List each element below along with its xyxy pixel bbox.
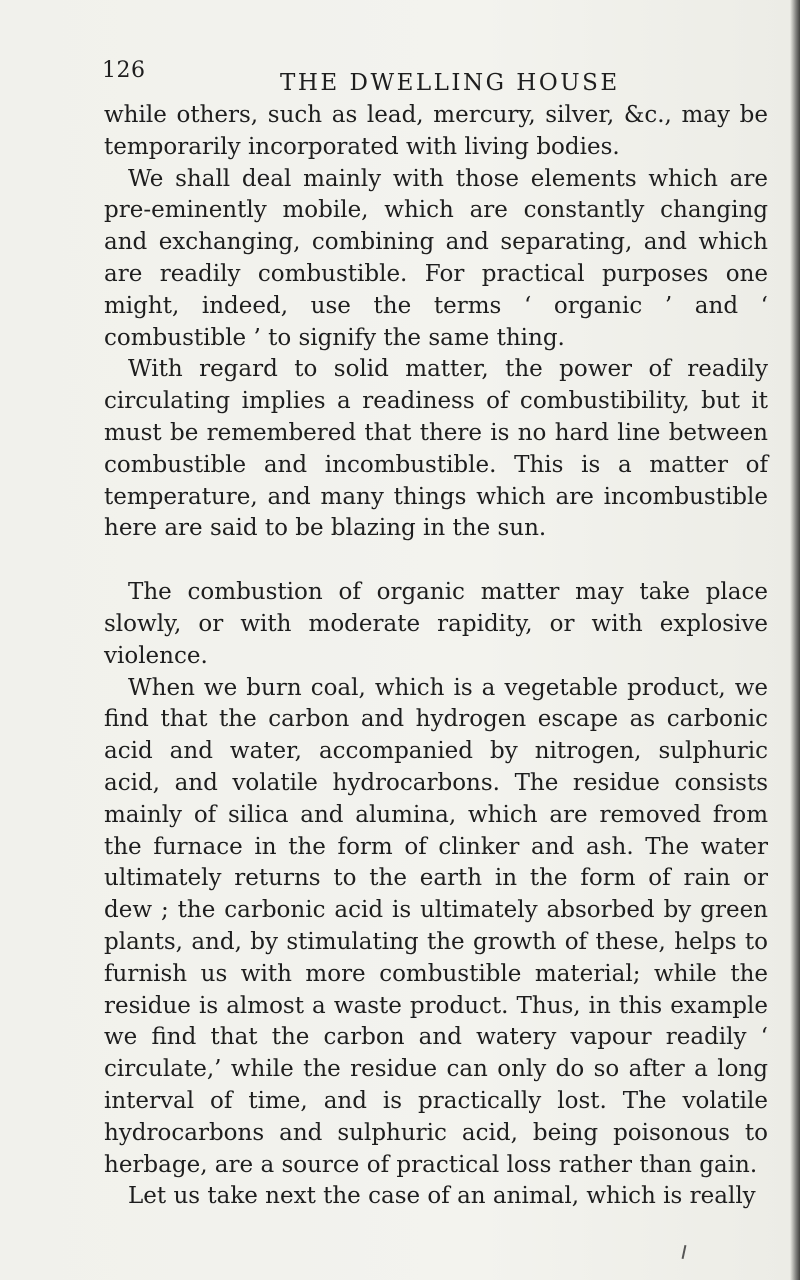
paragraph-1: while others, such as lead, mercury, silver, &c., may be temporarily incorporated with living bodies. (104, 102, 768, 160)
page-edge-shadow (790, 0, 800, 1280)
paragraph-4: The combustion of organic matter may take place slowly, or with moderate rapidity, or with explosive violence. (104, 579, 768, 669)
paragraph-3: With regard to solid matter, the power of readily circulating implies a readiness of combustibility, but it must be remembered that there is no hard line between combustible and incombustible. This is a matter of temperature, and many things which are incombustible here are said to be blazing in the sun. (104, 356, 768, 542)
paragraph-2: We shall deal mainly with those elements which are pre-eminently mobile, which are constantly changing and exchanging, combining and separating, and which are readily combustible. For practical purposes one might, indeed, use the terms ‘ organic ’ and ‘ combustible ’ to signify the same thing. (104, 165, 768, 351)
body-text (104, 100, 768, 1213)
paragraph-5: When we burn coal, which is a vegetable product, we find that the carbon and hydrogen escape as carbonic acid and water, accompanied by nitrogen, sulphuric acid, and volatile hydrocarbons. The residue consists mainly of silica and alumina, which are removed from the furnace in the form of clinker and ash. The water ultimately returns to the earth in the form of rain or dew ; the carbonic acid is ultimately absorbed by green plants, and, by stimulating the growth of these, helps to furnish us with more combustible material; while the residue is almost a waste product. Thus, in this example we find that the carbon and watery vapour readily ‘ circulate,’ while the residue can only do so after a long interval of time, and is practically lost. The volatile hydrocarbons and sulphuric acid, being poisonous to herbage, are a source of practical loss rather than gain. (104, 674, 768, 1178)
paragraph-6: Let us take next the case of an animal, which is really (128, 1183, 756, 1210)
page-number: 126 (102, 58, 146, 83)
running-head: THE DWELLING HOUSE (280, 70, 620, 96)
stray-ink-mark (682, 1245, 687, 1259)
